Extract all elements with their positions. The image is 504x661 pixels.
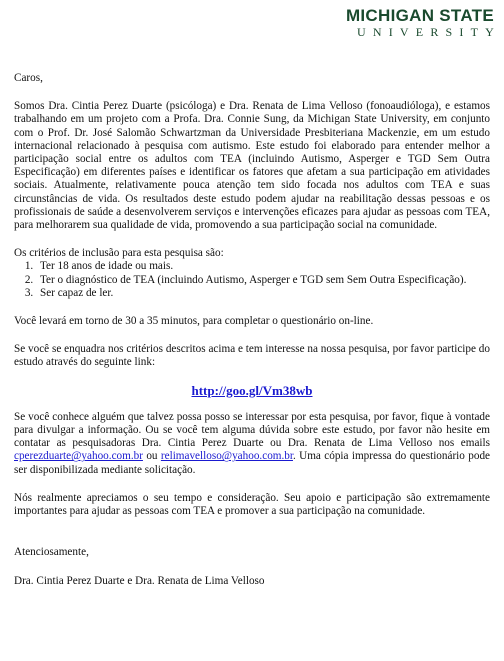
survey-link[interactable]: http://goo.gl/Vm38wb — [191, 382, 313, 398]
duration-text: Você levará em torno de 30 a 35 minutos, para completar o questionário on-line. — [14, 315, 374, 328]
logo-line-1: MICHIGAN STATE — [345, 6, 494, 25]
email-link-renata[interactable]: relimavelloso@yahoo.com.br — [160, 450, 293, 463]
email-link-cintia[interactable]: cperezduarte@yahoo.com.br — [14, 450, 143, 463]
criteria-item: 2. Ter o diagnóstico de TEA (incluindo Autismo, Asperger e TGD sem Sem Outra Especificação). — [36, 274, 490, 287]
criteria-item: 3. Ser capaz de ler. — [36, 287, 490, 300]
closing: Atenciosamente, — [14, 546, 89, 559]
logo-line-2: UNIVERSITY — [357, 25, 501, 39]
share-paragraph — [14, 411, 490, 477]
signature: Dra. Cintia Perez Duarte e Dra. Renata de Lima Velloso — [14, 575, 265, 588]
criteria-item: 1. Ter 18 anos de idade ou mais. — [36, 260, 490, 273]
share-text-mid: ou — [142, 450, 161, 463]
intro-paragraph: Somos Dra. Cintia Perez Duarte (psicóloga) e Dra. Renata de Lima Velloso (fonoaudióloga), e estamos trabalhando em um projeto com a Profa. Dra. Connie Sung, da Michigan State University, em conjunto com o Prof. Dr. José Salomão Schwartzman da Universidade Presbiteriana Mackenzie, em um estudo internacional relacionado à pesquisa com autismo. Este estudo foi elaborado para entender melhor a participação social entre os adultos com TEA (incluindo Autismo, Asperger e TGD Sem Outra Especificação) em diferentes países e identificar os fatores que afetam a sua participação em atividades sociais. Atualmente, relativamente pouca atenção tem sido focada nos adultos com TEA e suas circunstâncias de vida. Os resultados deste estudo podem ajudar na reabilitação dessas pessoas e os profissionais de saúde a desenvolverem serviços e intervenções eficazes para ajudar as pessoas com TEA, para melhorarem sua qualidade de vida, promovendo a sua participação social na comunidade. — [14, 100, 490, 232]
invite-paragraph: Se você se enquadra nos critérios descritos acima e tem interesse na nossa pesquisa, por favor participe do estudo através do seguinte link: — [14, 343, 490, 369]
criteria-intro: Os critérios de inclusão para esta pesquisa são: — [14, 247, 224, 260]
msu-logo — [345, 6, 501, 39]
share-text-end: . Uma cópia impressa do questionário pode ser disponibilizada mediante solicitação. — [14, 450, 490, 476]
thanks-paragraph: Nós realmente apreciamos o seu tempo e consideração. Seu apoio e participação são extremamente importantes para ajudar as pessoas com TEA e promover a sua participação na comunidade. — [14, 491, 490, 518]
greeting: Caros, — [14, 72, 43, 84]
share-text-start: Se você conhece alguém que talvez possa posso se interessar por esta pesquisa, por favor, fique à vontade para divulgar a informação. Ou se você tem alguma dúvida sobre este estudo, por favor não hesite em contatar as pesquisadoras Dra. Cintia Perez Duarte ou Dra. Renata de Lima Velloso nos emails — [14, 410, 490, 450]
letter-body — [14, 72, 490, 589]
criteria-list — [14, 260, 490, 300]
